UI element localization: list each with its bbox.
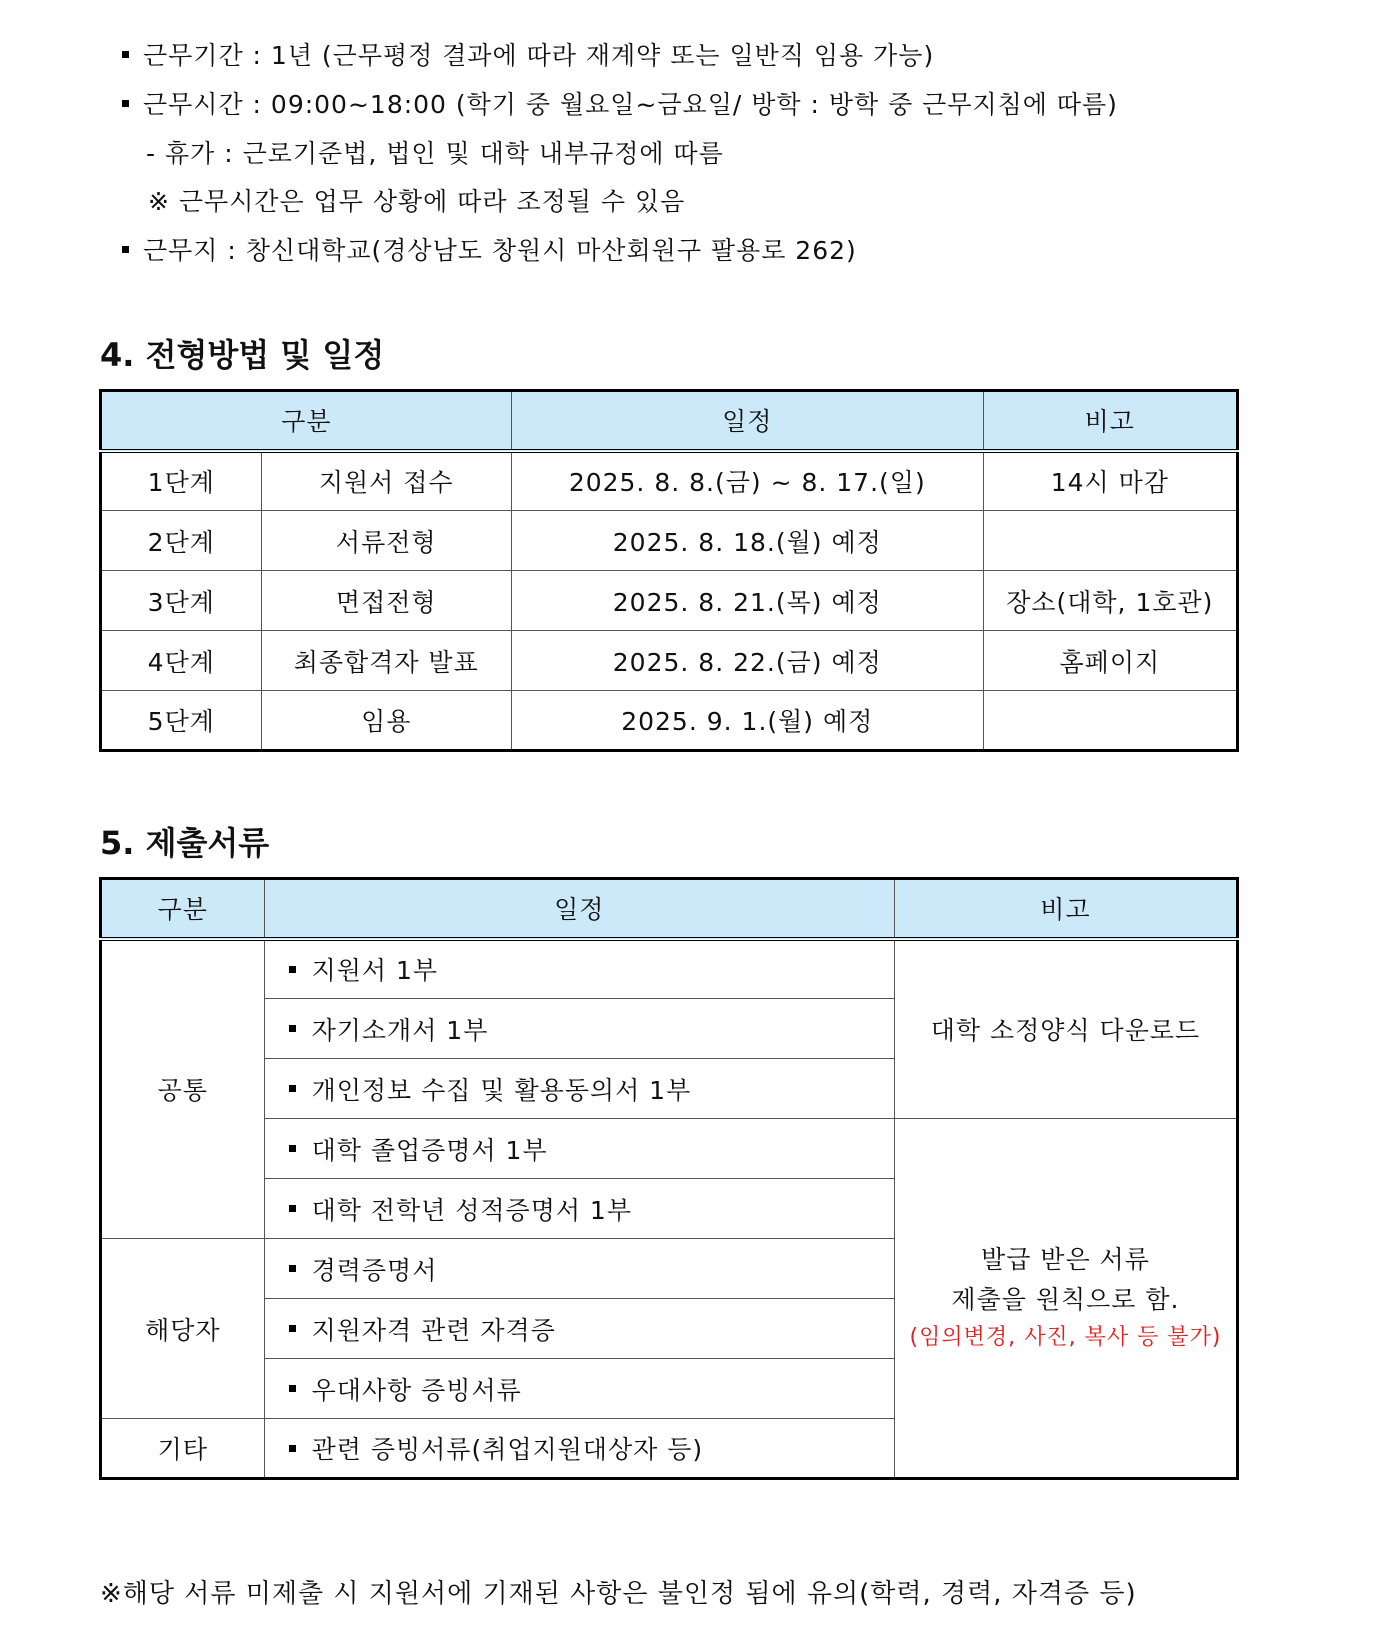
- note-hours: ※ 근무시간은 업무 상황에 따라 조정될 수 있음: [148, 187, 686, 216]
- bullet-icon: [289, 1445, 296, 1452]
- document-item-text: 대학 전학년 성적증명서 1부: [311, 1195, 632, 1225]
- date-cell: 2025. 9. 1.(월) 예정: [511, 691, 983, 751]
- document-item: [264, 939, 894, 999]
- document-item: [264, 1059, 894, 1119]
- remark-download: 대학 소정양식 다운로드: [894, 939, 1237, 1119]
- document-item-text: 지원서 1부: [311, 956, 439, 986]
- date-cell: 2025. 8. 22.(금) 예정: [511, 631, 983, 691]
- stage-cell: 1단계: [101, 451, 262, 511]
- document-item: [264, 1119, 894, 1179]
- bullet-icon: [122, 246, 129, 253]
- step-name-cell: 면접전형: [261, 571, 511, 631]
- document-item-text: 경력증명서: [311, 1255, 438, 1285]
- document-item-text: 지원자격 관련 자격증: [311, 1315, 556, 1345]
- header-category: 구분: [101, 879, 265, 939]
- remark-cell: 장소(대학, 1호관): [983, 571, 1237, 631]
- document-item: [264, 1359, 894, 1419]
- document-item: [264, 1299, 894, 1359]
- date-cell: 2025. 8. 21.(목) 예정: [511, 571, 983, 631]
- header-remark: 비고: [983, 391, 1237, 451]
- table-row: [101, 511, 1238, 571]
- bullet-icon: [122, 51, 129, 58]
- group-other: 기타: [101, 1419, 265, 1479]
- step-name-cell: 지원서 접수: [261, 451, 511, 511]
- document-item-text: 개인정보 수집 및 활용동의서 1부: [311, 1075, 692, 1105]
- remark-warning: (임의변경, 사진, 복사 등 불가): [909, 1325, 1222, 1351]
- bullet-work-hours: [122, 85, 1118, 121]
- remark-line-2: 제출을 원칙으로 함.: [951, 1285, 1180, 1315]
- document-item-text: 자기소개서 1부: [311, 1015, 489, 1045]
- table-header-row: [101, 879, 1238, 939]
- remark-cell: 14시 마감: [983, 451, 1237, 511]
- document-item-text: 대학 졸업증명서 1부: [311, 1135, 548, 1165]
- sub-leave: - 휴가 : 근로기준법, 법인 및 대학 내부규정에 따름: [146, 139, 724, 168]
- bullet-icon: [289, 1325, 296, 1332]
- table-header-row: [101, 391, 1238, 451]
- header-category: 구분: [101, 391, 512, 451]
- document-item: [264, 999, 894, 1059]
- table-row: [101, 451, 1238, 511]
- bullet-text: 근무지 : 창신대학교(경상남도 창원시 마산회원구 팔용로 262): [143, 236, 857, 265]
- remark-line-1: 발급 받은 서류: [981, 1245, 1150, 1275]
- document-item: [264, 1179, 894, 1239]
- date-cell: 2025. 8. 18.(월) 예정: [511, 511, 983, 571]
- bullet-work-period: [122, 36, 934, 72]
- header-schedule: 일정: [511, 391, 983, 451]
- group-applicable: 해당자: [101, 1239, 265, 1419]
- document-item: [264, 1419, 894, 1479]
- documents-table: [99, 877, 1239, 1480]
- schedule-table: [99, 389, 1239, 752]
- document-item-text: 관련 증빙서류(취업지원대상자 등): [311, 1435, 704, 1464]
- table-row: [101, 691, 1238, 751]
- bullet-icon: [122, 100, 129, 107]
- bullet-icon: [289, 966, 296, 973]
- bullet-icon: [289, 1205, 296, 1212]
- step-name-cell: 서류전형: [261, 511, 511, 571]
- stage-cell: 4단계: [101, 631, 262, 691]
- bullet-icon: [289, 1025, 296, 1032]
- bullet-icon: [289, 1145, 296, 1152]
- bullet-icon: [289, 1265, 296, 1272]
- document-item-text: 우대사항 증빙서류: [311, 1375, 522, 1405]
- stage-cell: 5단계: [101, 691, 262, 751]
- bullet-text: 근무시간 : 09:00~18:00 (학기 중 월요일~금요일/ 방학 : 방학 중 근무지침에 따름): [143, 90, 1118, 119]
- remark-cell: [983, 691, 1237, 751]
- bullet-icon: [289, 1085, 296, 1092]
- step-name-cell: 임용: [261, 691, 511, 751]
- header-schedule: 일정: [264, 879, 894, 939]
- stage-cell: 2단계: [101, 511, 262, 571]
- table-row: [101, 631, 1238, 691]
- date-cell: 2025. 8. 8.(금) ~ 8. 17.(일): [511, 451, 983, 511]
- footnote: ※해당 서류 미제출 시 지원서에 기재된 사항은 불인정 됨에 유의(학력, 경력, 자격증 등): [100, 1579, 1137, 1609]
- section4-title: 4. 전형방법 및 일정: [100, 336, 385, 374]
- table-row: [101, 939, 1238, 999]
- table-row: [101, 571, 1238, 631]
- bullet-location: [122, 231, 857, 267]
- header-remark: 비고: [894, 879, 1237, 939]
- group-common: 공통: [101, 939, 265, 1239]
- step-name-cell: 최종합격자 발표: [261, 631, 511, 691]
- section5-title: 5. 제출서류: [100, 824, 270, 862]
- remark-issued-docs: [894, 1119, 1237, 1479]
- document-item: [264, 1239, 894, 1299]
- remark-cell: 홈페이지: [983, 631, 1237, 691]
- stage-cell: 3단계: [101, 571, 262, 631]
- table-row: [101, 1119, 1238, 1179]
- bullet-text: 근무기간 : 1년 (근무평정 결과에 따라 재계약 또는 일반직 임용 가능): [143, 41, 935, 70]
- bullet-icon: [289, 1385, 296, 1392]
- remark-cell: [983, 511, 1237, 571]
